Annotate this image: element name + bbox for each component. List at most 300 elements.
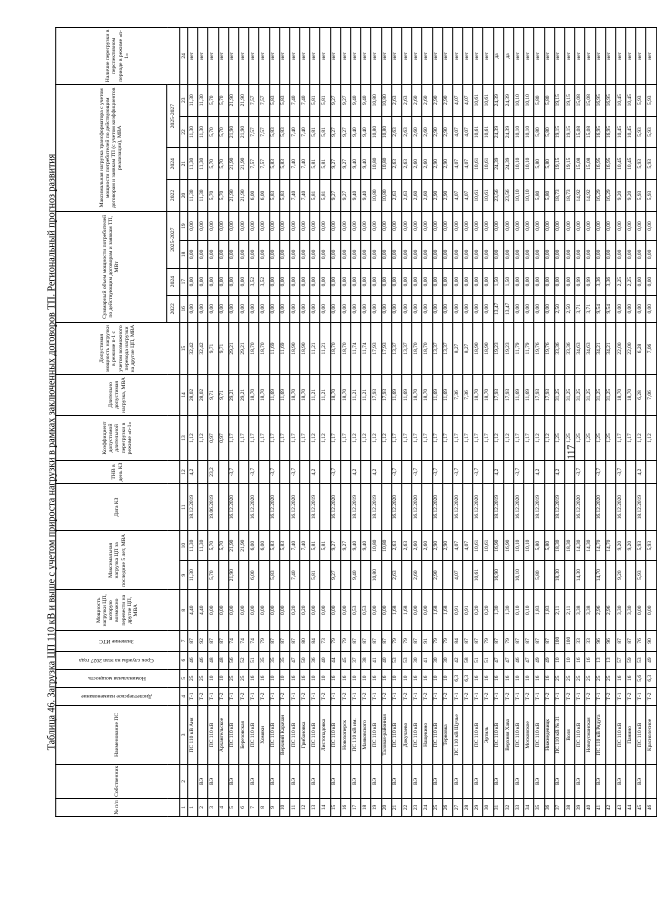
table-cell: 1,12 bbox=[351, 415, 361, 460]
table-cell: 0,99 bbox=[585, 268, 595, 295]
table-cell: нет bbox=[269, 28, 279, 85]
table-cell: Т-1 bbox=[310, 687, 320, 705]
column-number-cell: 1 bbox=[180, 798, 188, 816]
table-cell: -3,7 bbox=[616, 461, 626, 484]
table-cell: 0,00 bbox=[514, 241, 524, 268]
table-cell bbox=[279, 560, 289, 589]
table-cell: 11,69 bbox=[269, 322, 279, 374]
table-cell: ВЭ bbox=[595, 764, 605, 798]
table-cell: 11,69 bbox=[514, 375, 524, 416]
table-cell bbox=[483, 560, 493, 589]
table-cell: 7,40 bbox=[300, 84, 310, 116]
table-cell bbox=[463, 705, 473, 764]
table-cell: 0,00 bbox=[351, 211, 361, 240]
table-cell: 10 bbox=[279, 798, 289, 816]
table-cell: 7,40 bbox=[290, 84, 300, 116]
table-cell: 9,27 bbox=[330, 148, 340, 180]
table-cell: 73 bbox=[320, 631, 330, 651]
column-number-cell: 2 bbox=[180, 764, 188, 798]
table-cell: 7,57 bbox=[249, 116, 259, 148]
table-cell: 0,00 bbox=[391, 211, 401, 240]
table-cell: 0,00 bbox=[565, 268, 575, 295]
table-cell: 10 bbox=[442, 669, 452, 687]
column-number-cell: 5 bbox=[180, 669, 188, 687]
table-cell: Т-1 bbox=[371, 687, 381, 705]
table-cell: Т-2 bbox=[524, 687, 534, 705]
table-cell: 6,00 bbox=[259, 531, 269, 560]
table-cell: нет bbox=[259, 28, 269, 85]
table-cell: 0,00 bbox=[361, 295, 371, 322]
table-cell: 4,2 bbox=[534, 461, 544, 484]
table-cell: 9,40 bbox=[361, 84, 371, 116]
table-cell: 0,00 bbox=[188, 268, 198, 295]
table-cell bbox=[442, 483, 452, 531]
table-row bbox=[341, 28, 351, 817]
table-cell bbox=[239, 560, 249, 589]
table-cell: 29 bbox=[473, 798, 483, 816]
table-cell: 1,30 bbox=[504, 590, 514, 631]
column-number-cell: 9 bbox=[180, 560, 188, 589]
table-cell: 4,2 bbox=[310, 461, 320, 484]
table-cell: 0,00 bbox=[646, 241, 656, 268]
table-cell: 0,00 bbox=[279, 590, 289, 631]
table-caption: Таблица 46. Загрузка ЦП 110 кВ и выше с учетом прироста нагрузки в рамках заключенных договоров ТП. Региональный прогноз развития bbox=[46, 153, 58, 751]
table-cell: 10 bbox=[218, 669, 228, 687]
table-cell: -3,7 bbox=[473, 461, 483, 484]
table-cell: 9,20 bbox=[626, 531, 636, 560]
table-cell: 10,10 bbox=[514, 560, 524, 589]
table-cell: 10,45 bbox=[616, 148, 626, 180]
table-cell: 0,00 bbox=[605, 211, 615, 240]
table-cell: 28,02 bbox=[198, 375, 208, 416]
table-cell: 2,90 bbox=[432, 180, 442, 212]
table-cell: 5,70 bbox=[218, 84, 228, 116]
table-cell: 9,40 bbox=[361, 180, 371, 212]
table-cell: 18,70 bbox=[422, 375, 432, 416]
table-cell bbox=[381, 560, 391, 589]
table-cell: 9,27 bbox=[341, 180, 351, 212]
table-cell: 16.12.2020 bbox=[453, 483, 463, 531]
table-cell: Т-2 bbox=[544, 687, 554, 705]
table-cell: 0,20 bbox=[483, 590, 493, 631]
table-cell: 87 bbox=[290, 631, 300, 651]
table-cell: 30 bbox=[412, 651, 422, 669]
table-cell bbox=[524, 461, 534, 484]
table-cell: 1,12 bbox=[504, 415, 514, 460]
table-cell: 11,30 bbox=[188, 560, 198, 589]
table-cell: нет bbox=[585, 28, 595, 85]
table-cell: 2,63 bbox=[391, 180, 401, 212]
table-row bbox=[595, 28, 605, 817]
table-cell: 9,27 bbox=[341, 116, 351, 148]
table-cell: 0,00 bbox=[544, 268, 554, 295]
table-cell: ПС 110 кВ bbox=[432, 705, 442, 764]
table-cell: 11,30 bbox=[198, 531, 208, 560]
table-cell: 90 bbox=[646, 631, 656, 651]
table-row bbox=[412, 28, 422, 817]
table-row bbox=[544, 28, 554, 817]
table-cell: 18,70 bbox=[259, 375, 269, 416]
table-cell: 5,83 bbox=[279, 531, 289, 560]
table-cell: -3,7 bbox=[290, 461, 300, 484]
table-cell: 0,00 bbox=[432, 211, 442, 240]
table-cell: Хомяки bbox=[259, 705, 269, 764]
table-cell: нет bbox=[218, 28, 228, 85]
table-cell: 96 bbox=[595, 631, 605, 651]
table-cell: 4,07 bbox=[453, 84, 463, 116]
table-cell: -3,7 bbox=[391, 461, 401, 484]
table-cell: 9,40 bbox=[351, 180, 361, 212]
column-number-cell: 20 bbox=[180, 180, 188, 212]
table-cell: 4,07 bbox=[453, 531, 463, 560]
table-cell: Т-1 bbox=[269, 687, 279, 705]
table-cell bbox=[188, 764, 198, 798]
table-cell: 1,12 bbox=[534, 415, 544, 460]
table-cell: 46 bbox=[198, 651, 208, 669]
table-cell: 5,83 bbox=[279, 116, 289, 148]
table-cell: 5,80 bbox=[534, 531, 544, 560]
table-cell: 32,42 bbox=[188, 322, 198, 374]
table-row bbox=[198, 28, 208, 817]
table-cell: 0,53 bbox=[351, 590, 361, 631]
table-cell: 79 bbox=[341, 631, 351, 651]
table-cell: 84 bbox=[310, 631, 320, 651]
table-cell: 1,17 bbox=[473, 415, 483, 460]
table-cell: нет bbox=[300, 28, 310, 85]
table-cell: 0,00 bbox=[341, 241, 351, 268]
table-cell: 1,17 bbox=[239, 415, 249, 460]
table-cell: 18,70 bbox=[412, 322, 422, 374]
table-cell: нет bbox=[616, 28, 626, 85]
year-header: 2025-2027 bbox=[167, 84, 180, 148]
table-cell: Т-2 bbox=[626, 687, 636, 705]
table-cell: 7,57 bbox=[249, 148, 259, 180]
table-cell: ВЭ bbox=[493, 764, 503, 798]
table-cell: 6,28 bbox=[636, 322, 646, 374]
table-cell: Докучаево bbox=[402, 705, 412, 764]
table-cell bbox=[565, 764, 575, 798]
table-cell: 0,00 bbox=[422, 241, 432, 268]
table-cell: 0,00 bbox=[544, 241, 554, 268]
table-cell: 18,30 bbox=[554, 560, 564, 589]
table-cell: 33,36 bbox=[554, 322, 564, 374]
table-cell: 10,10 bbox=[524, 180, 534, 212]
table-cell: 0,00 bbox=[432, 268, 442, 295]
table-cell: 18.12.2019 bbox=[371, 483, 381, 531]
table-cell: 0,00 bbox=[616, 295, 626, 322]
table-cell bbox=[422, 461, 432, 484]
table-cell: 0,00 bbox=[473, 241, 483, 268]
table-cell bbox=[361, 461, 371, 484]
table-cell: 16 bbox=[473, 669, 483, 687]
table-cell: 1,17 bbox=[453, 415, 463, 460]
table-cell: 10,80 bbox=[371, 560, 381, 589]
table-cell bbox=[361, 483, 371, 531]
table-cell: 0,00 bbox=[228, 241, 238, 268]
table-cell: 1,17 bbox=[228, 415, 238, 460]
table-cell: 17,93 bbox=[381, 322, 391, 374]
table-cell: 5,80 bbox=[534, 560, 544, 589]
table-cell: 0,00 bbox=[208, 211, 218, 240]
table-cell: 0,00 bbox=[228, 295, 238, 322]
table-cell: 17 bbox=[351, 798, 361, 816]
table-cell: 0,00 bbox=[300, 268, 310, 295]
table-cell: 16 bbox=[249, 669, 259, 687]
table-cell: 1,25 bbox=[575, 415, 585, 460]
table-cell: 2,90 bbox=[432, 148, 442, 180]
table-cell: 0,00 bbox=[381, 211, 391, 240]
table-row bbox=[208, 28, 218, 817]
table-row bbox=[565, 28, 575, 817]
table-cell bbox=[402, 461, 412, 484]
table-cell: 1,17 bbox=[432, 415, 442, 460]
table-cell: 17,93 bbox=[504, 375, 514, 416]
table-cell: 0,00 bbox=[239, 590, 249, 631]
table-cell: 0,00 bbox=[442, 241, 452, 268]
col-header-its: Значение ИТС bbox=[56, 631, 180, 651]
table-cell: 34,21 bbox=[605, 322, 615, 374]
table-cell: 21,90 bbox=[228, 531, 238, 560]
year-header: 2022 bbox=[167, 180, 180, 212]
table-cell: 13,47 bbox=[493, 295, 503, 322]
table-cell: 16 bbox=[259, 669, 269, 687]
table-row bbox=[493, 28, 503, 817]
table-cell: 16,90 bbox=[493, 560, 503, 589]
table-cell: 13 bbox=[605, 651, 615, 669]
table-cell: 1,12 bbox=[310, 415, 320, 460]
table-row bbox=[391, 28, 401, 817]
table-cell: 25 bbox=[239, 669, 249, 687]
table-cell: 5,81 bbox=[320, 116, 330, 148]
table-cell bbox=[565, 483, 575, 531]
table-cell bbox=[381, 483, 391, 531]
col-header-contracts-volume: Суммарный объем мощности потребителей по действующим договорам и заявкам ТП, МВт bbox=[56, 211, 167, 322]
table-cell: нет bbox=[412, 28, 422, 85]
table-cell: 0,00 bbox=[228, 211, 238, 240]
table-cell: нет bbox=[330, 28, 340, 85]
table-cell: 0,00 bbox=[239, 268, 249, 295]
table-cell: Маяковского bbox=[361, 705, 371, 764]
table-cell: 87 bbox=[524, 631, 534, 651]
table-cell: Архангельское bbox=[218, 705, 228, 764]
table-cell: 40 bbox=[585, 798, 595, 816]
table-row bbox=[228, 28, 238, 817]
table-cell: 58 bbox=[463, 651, 473, 669]
table-cell: 7,40 bbox=[300, 148, 310, 180]
table-cell: 2,25 bbox=[616, 268, 626, 295]
table-cell: 87 bbox=[412, 631, 422, 651]
table-cell: 87 bbox=[626, 631, 636, 651]
table-cell: Т-2 bbox=[300, 687, 310, 705]
table-cell: 42 bbox=[453, 651, 463, 669]
table-cell: 16.12.2020 bbox=[514, 483, 524, 531]
table-cell: 31,25 bbox=[595, 375, 605, 416]
table-cell: 11,30 bbox=[188, 531, 198, 560]
table-cell: да bbox=[493, 28, 503, 85]
table-cell: 13 bbox=[595, 651, 605, 669]
table-cell: Московское bbox=[524, 705, 534, 764]
table-cell: 79 bbox=[259, 631, 269, 651]
table-cell: 23 bbox=[412, 798, 422, 816]
table-cell: 11,21 bbox=[361, 375, 371, 416]
table-cell: 0,00 bbox=[554, 241, 564, 268]
table-cell: 36 bbox=[544, 798, 554, 816]
table-cell: 2,90 bbox=[432, 531, 442, 560]
table-cell: Т-1 bbox=[290, 687, 300, 705]
table-cell: 10,61 bbox=[483, 116, 493, 148]
table-cell bbox=[381, 461, 391, 484]
table-cell: 0,91 bbox=[463, 590, 473, 631]
table-row bbox=[290, 28, 300, 817]
table-cell: 16.12.2020 bbox=[412, 483, 422, 531]
table-cell: 1,68 bbox=[442, 590, 452, 631]
table-cell: ВЭ bbox=[616, 764, 626, 798]
table-cell: ПС 110 кВ bbox=[208, 705, 218, 764]
table-cell: 0,00 bbox=[422, 211, 432, 240]
table-cell: 13,47 bbox=[504, 295, 514, 322]
table-cell: 10,61 bbox=[483, 148, 493, 180]
table-cell: 26 bbox=[442, 798, 452, 816]
table-cell: 10,80 bbox=[371, 531, 381, 560]
table-cell: 2,90 bbox=[432, 116, 442, 148]
table-cell bbox=[483, 483, 493, 531]
col-header-nominal-power: Номинальная мощность bbox=[56, 669, 180, 687]
column-number-cell: 13 bbox=[180, 415, 188, 460]
table-cell: 7,36 bbox=[463, 375, 473, 416]
table-cell: ВЭ bbox=[636, 764, 646, 798]
column-number-cell: 22 bbox=[180, 116, 188, 148]
table-cell: Т-2 bbox=[239, 687, 249, 705]
table-cell: 4,07 bbox=[463, 116, 473, 148]
table-cell: 29,21 bbox=[228, 322, 238, 374]
table-cell: ПС 110 кВ bbox=[514, 705, 524, 764]
table-cell: 5,80 bbox=[534, 116, 544, 148]
table-cell: 18,30 bbox=[554, 531, 564, 560]
table-cell: 16.12.2020 bbox=[228, 483, 238, 531]
table-cell: 16 bbox=[290, 669, 300, 687]
table-cell: 10 bbox=[310, 669, 320, 687]
table-cell: 35 bbox=[534, 798, 544, 816]
table-cell: 3,71 bbox=[575, 295, 585, 322]
table-cell: 10,10 bbox=[524, 148, 534, 180]
table-cell: 18,70 bbox=[330, 322, 340, 374]
table-cell: 19,15 bbox=[554, 116, 564, 148]
table-cell: 9,40 bbox=[361, 116, 371, 148]
table-cell: 6 bbox=[239, 798, 249, 816]
table-cell: ПС 110 кВ bbox=[493, 705, 503, 764]
table-cell: -3,7 bbox=[249, 461, 259, 484]
table-cell: 1,17 bbox=[249, 415, 259, 460]
table-cell: 13 bbox=[310, 798, 320, 816]
table-row bbox=[453, 28, 463, 817]
table-cell: 9,71 bbox=[208, 375, 218, 416]
table-cell bbox=[320, 483, 330, 531]
table-cell: 10 bbox=[402, 669, 412, 687]
table-cell: 6,00 bbox=[249, 180, 259, 212]
table-cell: нет bbox=[249, 28, 259, 85]
table-cell: 17,93 bbox=[371, 375, 381, 416]
table-cell: 21,90 bbox=[228, 116, 238, 148]
table-cell bbox=[646, 560, 656, 589]
table-cell: 0,00 bbox=[453, 241, 463, 268]
table-cell: 0,00 bbox=[636, 268, 646, 295]
table-cell: 2,60 bbox=[422, 531, 432, 560]
table-cell: 18,90 bbox=[483, 322, 493, 374]
table-cell: 11,30 bbox=[198, 148, 208, 180]
table-cell: 0,00 bbox=[391, 268, 401, 295]
table-cell: 87 bbox=[371, 631, 381, 651]
table-cell: 10,10 bbox=[514, 531, 524, 560]
table-cell: 37 bbox=[554, 798, 564, 816]
table-cell: 11,69 bbox=[432, 375, 442, 416]
table-cell: 18,90 bbox=[300, 322, 310, 374]
table-row bbox=[432, 28, 442, 817]
table-cell: ВЭ bbox=[290, 764, 300, 798]
table-cell: 79 bbox=[504, 631, 514, 651]
table-cell: 16,95 bbox=[595, 148, 605, 180]
table-cell: ВЭ bbox=[554, 764, 564, 798]
table-cell: 11,69 bbox=[269, 375, 279, 416]
table-cell: 0,00 bbox=[300, 241, 310, 268]
table-cell: 10 bbox=[514, 669, 524, 687]
table-cell: 15,08 bbox=[575, 84, 585, 116]
table-cell: 5,70 bbox=[208, 116, 218, 148]
table-cell: 16.12.2020 bbox=[330, 483, 340, 531]
table-cell: 0,00 bbox=[371, 211, 381, 240]
table-cell: 21,90 bbox=[228, 148, 238, 180]
table-cell: Т-2 bbox=[605, 687, 615, 705]
table-cell: 27 bbox=[453, 798, 463, 816]
table-cell bbox=[463, 764, 473, 798]
table-cell: 0,00 bbox=[208, 241, 218, 268]
table-cell: 2,90 bbox=[442, 84, 452, 116]
table-cell: 28 bbox=[463, 798, 473, 816]
table-cell: 9,20 bbox=[616, 180, 626, 212]
table-cell: ВЭ bbox=[269, 764, 279, 798]
col-header-service-life: Срок службы на этап 2027 года bbox=[56, 651, 180, 669]
table-cell: 11,30 bbox=[188, 180, 198, 212]
table-cell: 0,00 bbox=[402, 295, 412, 322]
table-cell: 16.12.2020 bbox=[269, 483, 279, 531]
table-cell: 19,23 bbox=[493, 322, 503, 374]
table-cell: 16 bbox=[585, 651, 595, 669]
table-cell bbox=[341, 483, 351, 531]
table-cell: 0,00 bbox=[554, 268, 564, 295]
table-cell: 17,93 bbox=[493, 375, 503, 416]
table-cell bbox=[300, 483, 310, 531]
table-cell: 0,00 bbox=[391, 295, 401, 322]
column-number-cell: 14 bbox=[180, 375, 188, 416]
table-cell: нет bbox=[636, 28, 646, 85]
table-cell: 33,36 bbox=[565, 322, 575, 374]
table-cell bbox=[565, 560, 575, 589]
table-cell: 87 bbox=[493, 631, 503, 651]
table-cell: 10 bbox=[554, 651, 564, 669]
table-cell: ПС 110 кВ № 31 bbox=[554, 705, 564, 764]
table-cell: 0,97 bbox=[218, 415, 228, 460]
table-cell: 0,00 bbox=[442, 295, 452, 322]
table-cell: -3,7 bbox=[228, 461, 238, 484]
table-cell: 14 bbox=[320, 798, 330, 816]
table-cell: Т-2 bbox=[198, 687, 208, 705]
table-cell: 2,60 bbox=[422, 148, 432, 180]
table-cell: 74 bbox=[239, 631, 249, 651]
table-cell: 4,07 bbox=[453, 116, 463, 148]
table-cell: 0,00 bbox=[412, 590, 422, 631]
table-cell: 10,45 bbox=[626, 148, 636, 180]
table-cell: 0,00 bbox=[646, 295, 656, 322]
table-cell bbox=[544, 764, 554, 798]
